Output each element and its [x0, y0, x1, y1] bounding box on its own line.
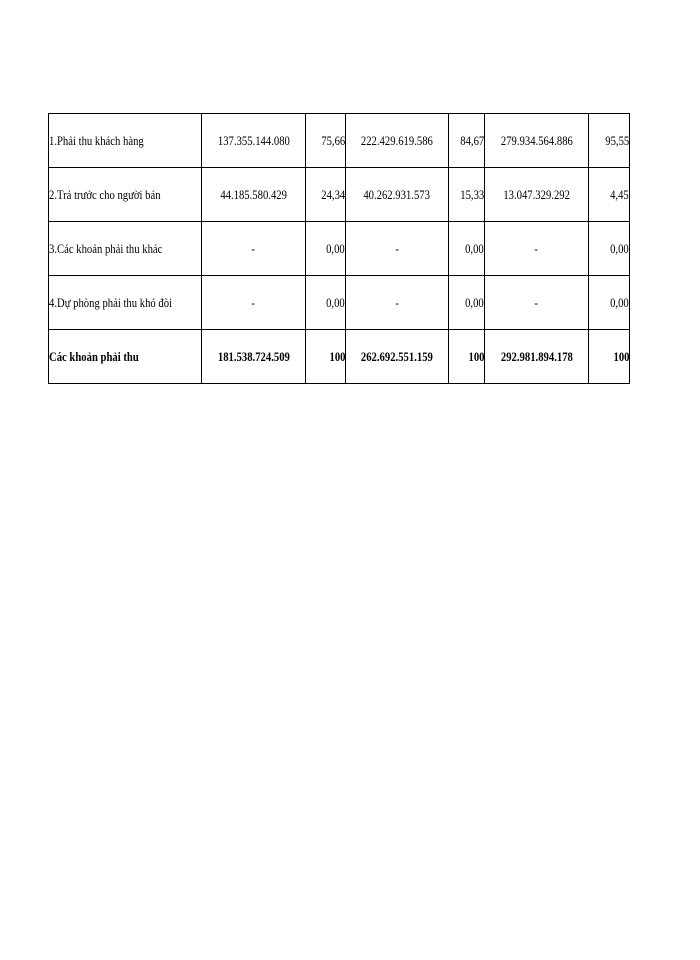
total-percent-cell: 100: [306, 330, 346, 384]
percent-cell: 4,45: [589, 168, 630, 222]
percent-cell: 0,00: [449, 276, 485, 330]
total-percent-cell: 100: [449, 330, 485, 384]
percent-cell: 84,67: [449, 114, 485, 168]
percent-cell: 95,55: [589, 114, 630, 168]
row-label: 1.Phải thu khách hàng: [49, 114, 202, 168]
amount-cell: -: [202, 276, 306, 330]
table-row: [49, 222, 630, 276]
amount-cell: -: [346, 276, 449, 330]
row-label: 4.Dự phòng phải thu khó đòi: [49, 276, 202, 330]
amount-cell: -: [485, 276, 589, 330]
receivables-table: [48, 113, 630, 384]
row-label: 3.Các khoản phải thu khác: [49, 222, 202, 276]
amount-cell: -: [346, 222, 449, 276]
total-label: Các khoản phải thu: [49, 330, 202, 384]
amount-cell: 137.355.144.080: [202, 114, 306, 168]
amount-cell: -: [202, 222, 306, 276]
amount-cell: 13.047.329.292: [485, 168, 589, 222]
total-amount-cell: 262.692.551.159: [346, 330, 449, 384]
table-row: [49, 276, 630, 330]
percent-cell: 0,00: [589, 276, 630, 330]
amount-cell: 40.262.931.573: [346, 168, 449, 222]
amount-cell: 222.429.619.586: [346, 114, 449, 168]
amount-cell: 279.934.564.886: [485, 114, 589, 168]
amount-cell: 44.185.580.429: [202, 168, 306, 222]
percent-cell: 0,00: [306, 276, 346, 330]
amount-cell: -: [485, 222, 589, 276]
total-amount-cell: 292.981.894.178: [485, 330, 589, 384]
total-percent-cell: 100: [589, 330, 630, 384]
total-amount-cell: 181.538.724.509: [202, 330, 306, 384]
table-row: [49, 168, 630, 222]
table-row: [49, 114, 630, 168]
row-label: 2.Trả trước cho người bán: [49, 168, 202, 222]
percent-cell: 24,34: [306, 168, 346, 222]
percent-cell: 15,33: [449, 168, 485, 222]
percent-cell: 0,00: [589, 222, 630, 276]
percent-cell: 0,00: [449, 222, 485, 276]
percent-cell: 75,66: [306, 114, 346, 168]
percent-cell: 0,00: [306, 222, 346, 276]
total-row: [49, 330, 630, 384]
